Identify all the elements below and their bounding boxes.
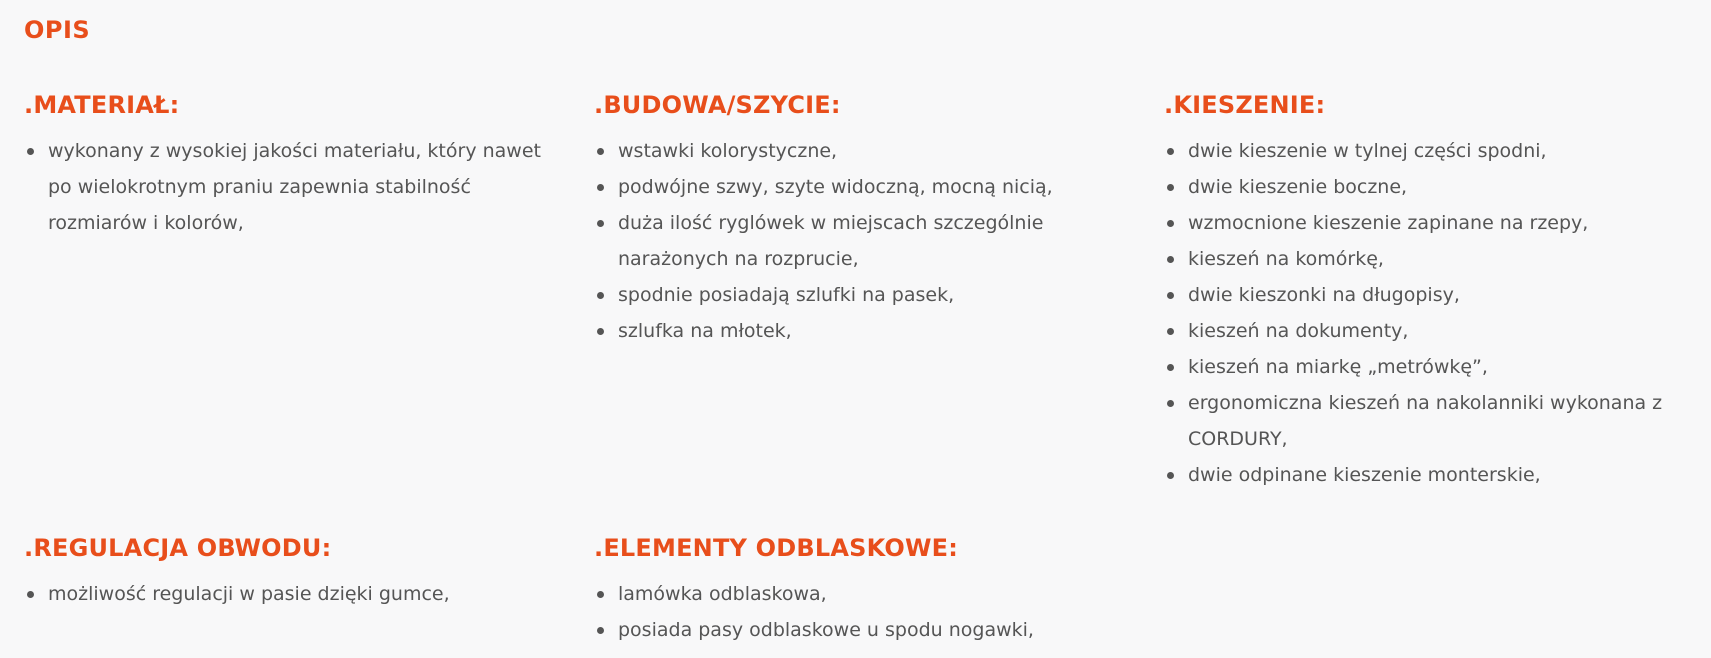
list-item: wzmocnione kieszenie zapinane na rzepy, bbox=[1164, 205, 1694, 241]
list-item: lamówka odblaskowa, bbox=[594, 576, 1114, 612]
section-heading-budowa-szycie: .BUDOWA/SZYCIE: bbox=[594, 91, 841, 119]
section-budowa-szycie bbox=[594, 89, 1094, 349]
section-material bbox=[24, 89, 544, 241]
list-item: dwie kieszenie boczne, bbox=[1164, 169, 1694, 205]
list-item: dwie kieszonki na długopisy, bbox=[1164, 277, 1694, 313]
section-heading-regulacja-obwodu: .REGULACJA OBWODU: bbox=[24, 534, 332, 562]
list-item: dwie odpinane kieszenie monterskie, bbox=[1164, 457, 1694, 493]
list-item: ergonomiczna kieszeń na nakolanniki wykonana z CORDURY, bbox=[1164, 385, 1694, 457]
list-item: kieszeń na dokumenty, bbox=[1164, 313, 1694, 349]
list-item: możliwość regulacji w pasie dzięki gumce, bbox=[24, 576, 544, 612]
section-regulacja-obwodu bbox=[24, 532, 544, 612]
list-item: spodnie posiadają szlufki na pasek, bbox=[594, 277, 1094, 313]
section-heading-elementy-odblaskowe: .ELEMENTY ODBLASKOWE: bbox=[594, 534, 959, 562]
list-item: dwie kieszenie w tylnej części spodni, bbox=[1164, 133, 1694, 169]
list-item: wstawki kolorystyczne, bbox=[594, 133, 1094, 169]
list-item: szlufka na młotek, bbox=[594, 313, 1094, 349]
list-item: podwójne szwy, szyte widoczną, mocną nicią, bbox=[594, 169, 1094, 205]
section-heading-material: .MATERIAŁ: bbox=[24, 91, 180, 119]
section-heading-kieszenie: .KIESZENIE: bbox=[1164, 91, 1326, 119]
page-title: OPIS bbox=[24, 16, 91, 44]
regulacja-list bbox=[24, 576, 544, 612]
list-item: wykonany z wysokiej jakości materiału, który nawet po wielokrotnym praniu zapewnia stabilność rozmiarów i kolorów, bbox=[24, 133, 544, 241]
section-kieszenie bbox=[1164, 89, 1694, 493]
list-item: duża ilość ryglówek w miejscach szczególnie narażonych na rozprucie, bbox=[594, 205, 1094, 277]
section-elementy-odblaskowe bbox=[594, 532, 1114, 648]
material-list bbox=[24, 133, 544, 241]
budowa-list bbox=[594, 133, 1094, 349]
list-item: kieszeń na komórkę, bbox=[1164, 241, 1694, 277]
list-item: posiada pasy odblaskowe u spodu nogawki, bbox=[594, 612, 1114, 648]
kieszenie-list bbox=[1164, 133, 1694, 493]
list-item: kieszeń na miarkę „metrówkę”, bbox=[1164, 349, 1694, 385]
elementy-list bbox=[594, 576, 1114, 648]
